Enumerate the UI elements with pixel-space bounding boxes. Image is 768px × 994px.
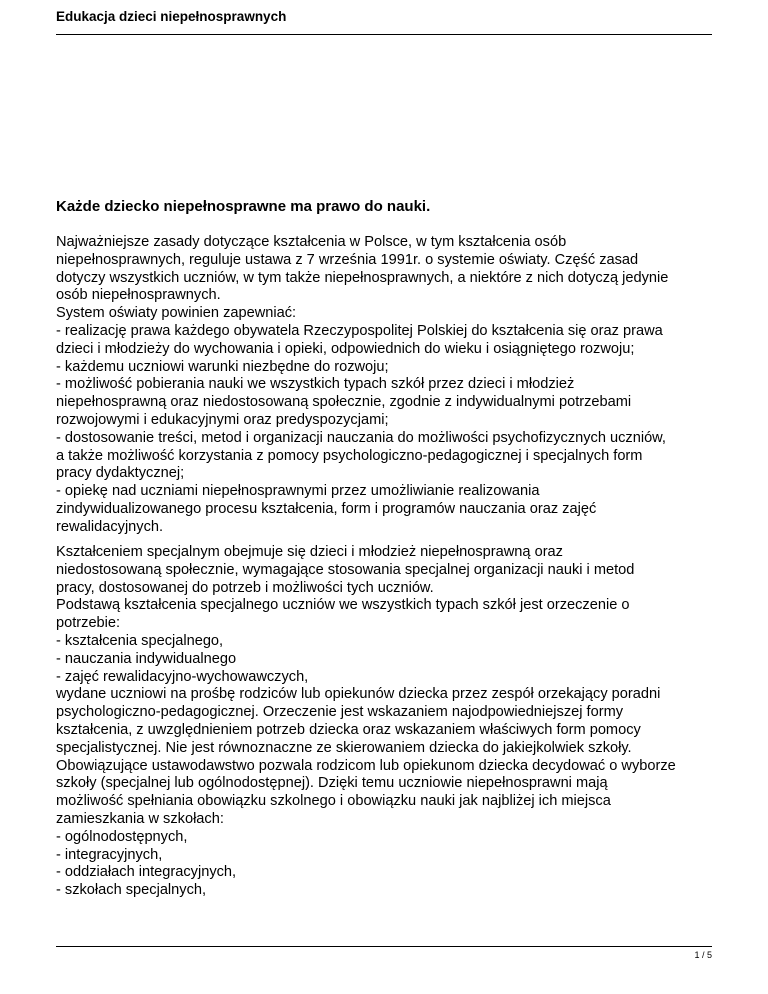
text-line: dzieci i młodzieży do wychowania i opieki, odpowiednich do wieku i osiągniętego rozwoju; bbox=[56, 340, 635, 357]
document-title: Edukacja dzieci niepełnosprawnych bbox=[56, 9, 287, 24]
text-line: - realizację prawa każdego obywatela Rzeczypospolitej Polskiej do kształcenia się oraz prawa bbox=[56, 322, 663, 339]
text-line: Obowiązujące ustawodawstwo pozwala rodzicom lub opiekunom dziecka decydować o wyborze bbox=[56, 757, 676, 774]
text-line: kształcenia, z uwzględnieniem potrzeb dziecka oraz wskazaniem właściwych form pomocy bbox=[56, 721, 641, 738]
text-line: psychologiczno-pedagogicznej. Orzeczenie jest wskazaniem najodpowiedniejszej formy bbox=[56, 704, 624, 721]
text-line: niepełnosprawnych, reguluje ustawa z 7 września 1991r. o systemie oświaty. Część zasad bbox=[56, 251, 639, 268]
section-heading: Każde dziecko niepełnosprawne ma prawo do nauki. bbox=[56, 198, 431, 215]
text-line: System oświaty powinien zapewniać: bbox=[56, 305, 297, 322]
text-line: rewalidacyjnych. bbox=[56, 518, 164, 535]
text-line: dotyczy wszystkich uczniów, w tym także niepełnosprawnych, a niektóre z nich dotyczą jedynie bbox=[56, 269, 669, 286]
text-line: - każdemu uczniowi warunki niezbędne do rozwoju; bbox=[56, 358, 389, 375]
header-rule bbox=[56, 34, 712, 35]
text-line: szkoły (specjalnej lub ogólnodostępnej). Dzięki temu uczniowie niepełnosprawni mają bbox=[56, 775, 608, 792]
text-line: potrzebie: bbox=[56, 615, 121, 632]
text-line: zindywidualizowanego procesu kształcenia, form i programów nauczania oraz zajęć bbox=[56, 500, 597, 517]
text-line: możliwość spełniania obowiązku szkolnego i obowiązku nauki jak najbliżej ich miejsca bbox=[56, 793, 611, 810]
text-line: a także możliwość korzystania z pomocy psychologiczno-pedagogicznej i specjalnych form bbox=[56, 447, 643, 464]
text-line: - szkołach specjalnych, bbox=[56, 882, 207, 899]
text-line: Najważniejsze zasady dotyczące kształcenia w Polsce, w tym kształcenia osób bbox=[56, 234, 567, 250]
text-line: - dostosowanie treści, metod i organizacji nauczania do możliwości psychofizycznych uczniów, bbox=[56, 429, 666, 446]
text-line: - oddziałach integracyjnych, bbox=[56, 864, 237, 881]
text-line: zamieszkania w szkołach: bbox=[56, 810, 224, 827]
text-line: Podstawą kształcenia specjalnego uczniów we wszystkich typach szkół jest orzeczenie o bbox=[56, 597, 630, 614]
text-line: niedostosowaną społecznie, wymagające stosowania specjalnej organizacji nauki i metod bbox=[56, 561, 635, 578]
text-line: - opiekę nad uczniami niepełnosprawnymi przez umożliwianie realizowania bbox=[56, 483, 540, 500]
text-line: - integracyjnych, bbox=[56, 846, 163, 863]
text-line: niepełnosprawną oraz niedostosowaną społecznie, zgodnie z indywidualnymi potrzebami bbox=[56, 394, 632, 411]
text-line: pracy dydaktycznej; bbox=[56, 465, 185, 482]
text-line: rozwojowymi i edukacyjnymi oraz predyspozycjami; bbox=[56, 411, 389, 428]
paragraph-block-2 bbox=[56, 544, 716, 900]
text-line: specjalistycznej. Nie jest równoznaczne ze skierowaniem dziecka do jakiejkolwiek szkoły. bbox=[56, 739, 632, 756]
page-number: 1 / 5 bbox=[694, 950, 712, 960]
text-line: Kształceniem specjalnym obejmuje się dzieci i młodzież niepełnosprawną oraz bbox=[56, 544, 563, 560]
text-line: - możliwość pobierania nauki we wszystkich typach szkół przez dzieci i młodzież bbox=[56, 376, 575, 393]
text-line: pracy, dostosowanej do potrzeb i możliwości tych uczniów. bbox=[56, 579, 434, 596]
footer-rule bbox=[56, 946, 712, 947]
text-line: wydane uczniowi na prośbę rodziców lub opiekunów dziecka przez zespół orzekający poradni bbox=[56, 686, 661, 703]
text-line: - nauczania indywidualnego bbox=[56, 650, 237, 667]
text-line: - kształcenia specjalnego, bbox=[56, 632, 224, 649]
paragraph-block-1 bbox=[56, 234, 716, 537]
text-line: osób niepełnosprawnych. bbox=[56, 287, 221, 304]
text-line: - zajęć rewalidacyjno-wychowawczych, bbox=[56, 668, 309, 685]
text-line: - ogólnodostępnych, bbox=[56, 828, 188, 845]
